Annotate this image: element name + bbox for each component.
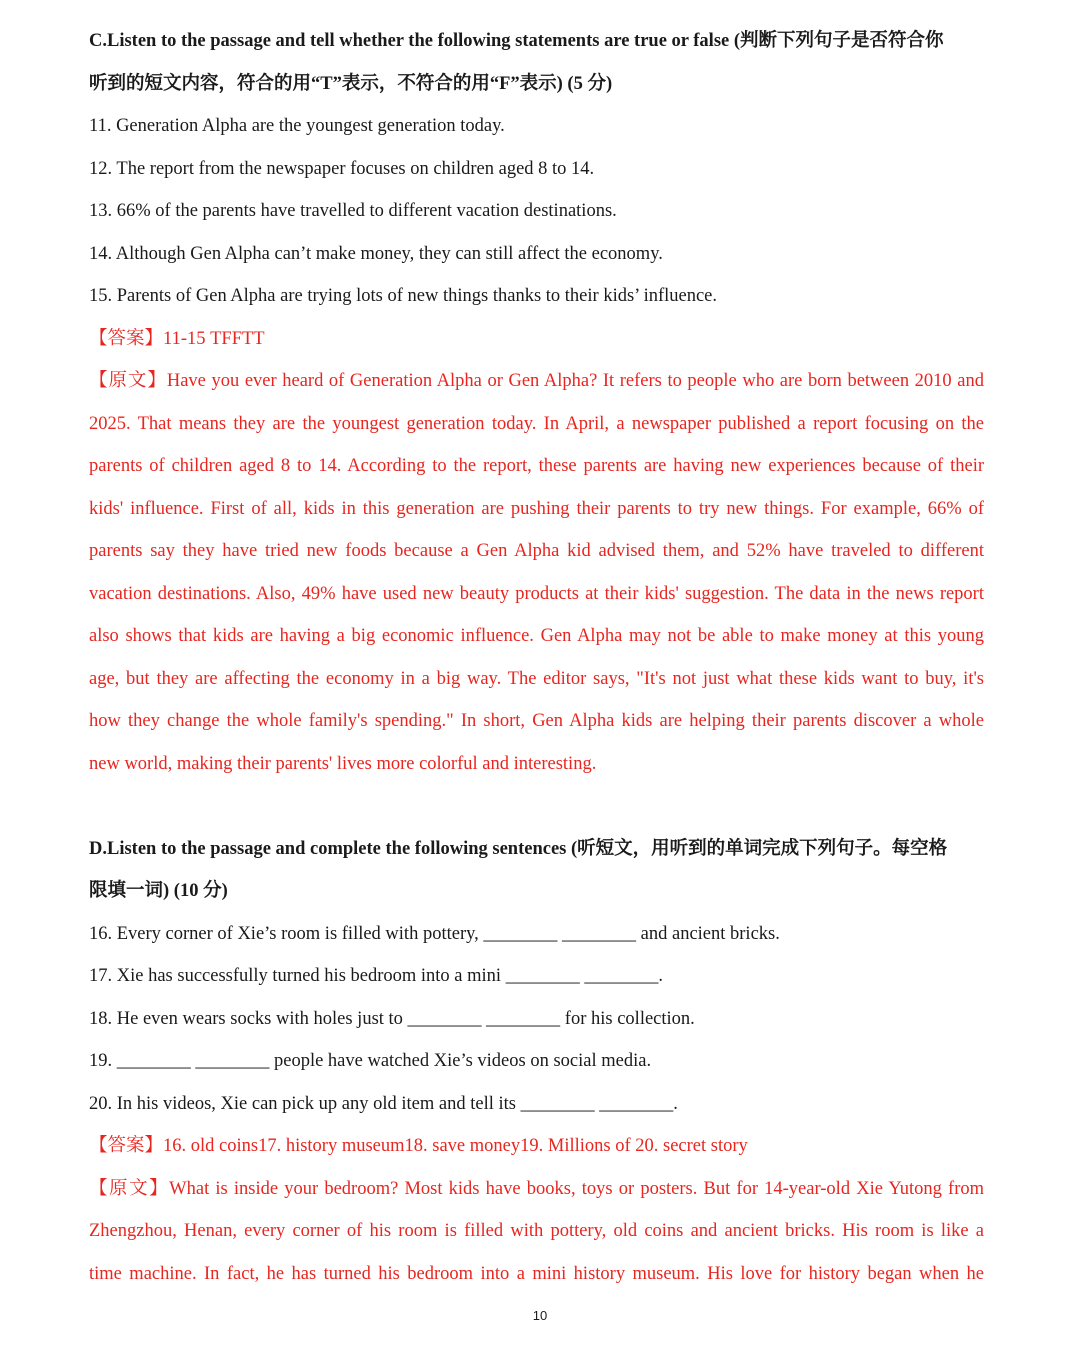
- section-c-answer: 【答案】11-15 TFFTT: [89, 328, 265, 349]
- sentence-18: 18. He even wears socks with holes just to ________ ________ for his collection.: [89, 1008, 695, 1029]
- transcript-line: Zhengzhou, Henan, every corner of his room is filled with pottery, old coins and ancient bricks. His room is like a: [89, 1221, 984, 1241]
- section-d-answer: 【答案】16. old coins17. history museum18. save money19. Millions of 20. secret story: [89, 1136, 748, 1156]
- transcript-line: 【原文】What is inside your bedroom? Most kids have books, toys or posters. But for 14-year-old Xie Yutong from: [89, 1178, 984, 1199]
- transcript-line: kids' influence. First of all, kids in this generation are pushing their parents to try new things. For example, 66% of: [89, 498, 984, 519]
- transcript-line: parents of children aged 8 to 14. According to the report, these parents are having new experiences because of their: [89, 456, 984, 476]
- statement-12: 12. The report from the newspaper focuses on children aged 8 to 14.: [89, 158, 595, 179]
- document-page: [89, 20, 984, 1295]
- section-c-transcript: [89, 360, 984, 785]
- sentence-19: 19. ________ ________ people have watched Xie’s videos on social media.: [89, 1051, 652, 1071]
- section-c-heading: C.Listen to the passage and tell whether the following statements are true or false (判断下列句子是否符合你: [89, 31, 944, 51]
- section-c: [89, 20, 984, 785]
- transcript-line: 【原文】Have you ever heard of Generation Alpha or Gen Alpha? It refers to people who are born between 2010 and: [89, 371, 984, 391]
- section-d-heading-cont: 限填一词) (10 分): [89, 881, 228, 901]
- transcript-line: parents say they have tried new foods because a Gen Alpha kid advised them, and 52% have traveled to different: [89, 541, 984, 561]
- transcript-line: age, but they are affecting the economy in a big way. The editor says, "It's not just what these kids want to buy, it's: [89, 668, 984, 689]
- section-d-heading: D.Listen to the passage and complete the following sentences (听短文，用听到的单词完成下列句子。每空格: [89, 838, 948, 859]
- transcript-line: vacation destinations. Also, 49% have used new beauty products at their kids' suggestion. The data in the news report: [89, 583, 984, 604]
- transcript-line: 2025. That means they are the youngest generation today. In April, a newspaper published a report focusing on the: [89, 413, 984, 434]
- statement-14: 14. Although Gen Alpha can’t make money, they can still affect the economy.: [89, 243, 663, 264]
- section-d-transcript: [89, 1168, 984, 1296]
- sentence-17: 17. Xie has successfully turned his bedroom into a mini ________ ________.: [89, 966, 663, 986]
- section-c-heading-cont: 听到的短文内容，符合的用“T”表示，不符合的用“F”表示) (5 分): [89, 73, 613, 94]
- transcript-line-last: new world, making their parents' lives more colorful and interesting.: [89, 753, 597, 774]
- sentence-16: 16. Every corner of Xie’s room is filled with pottery, ________ ________ and ancient bricks.: [89, 923, 780, 944]
- section-d: [89, 828, 984, 1296]
- statement-13: 13. 66% of the parents have travelled to different vacation destinations.: [89, 201, 617, 221]
- statement-15: 15. Parents of Gen Alpha are trying lots of new things thanks to their kids’ influence.: [89, 286, 718, 306]
- section-spacer: [89, 785, 984, 828]
- transcript-line: also shows that kids are having a big economic influence. Gen Alpha may not be able to make money at this young: [89, 626, 984, 646]
- page-number: 10: [532, 1308, 548, 1323]
- statement-11: 11. Generation Alpha are the youngest generation today.: [89, 116, 505, 136]
- transcript-line: time machine. In fact, he has turned his bedroom into a mini history museum. His love for history began when he: [89, 1263, 984, 1284]
- sentence-20: 20. In his videos, Xie can pick up any old item and tell its ________ ________.: [89, 1093, 678, 1114]
- transcript-line: how they change the whole family's spending." In short, Gen Alpha kids are helping their parents discover a whole: [89, 711, 984, 731]
